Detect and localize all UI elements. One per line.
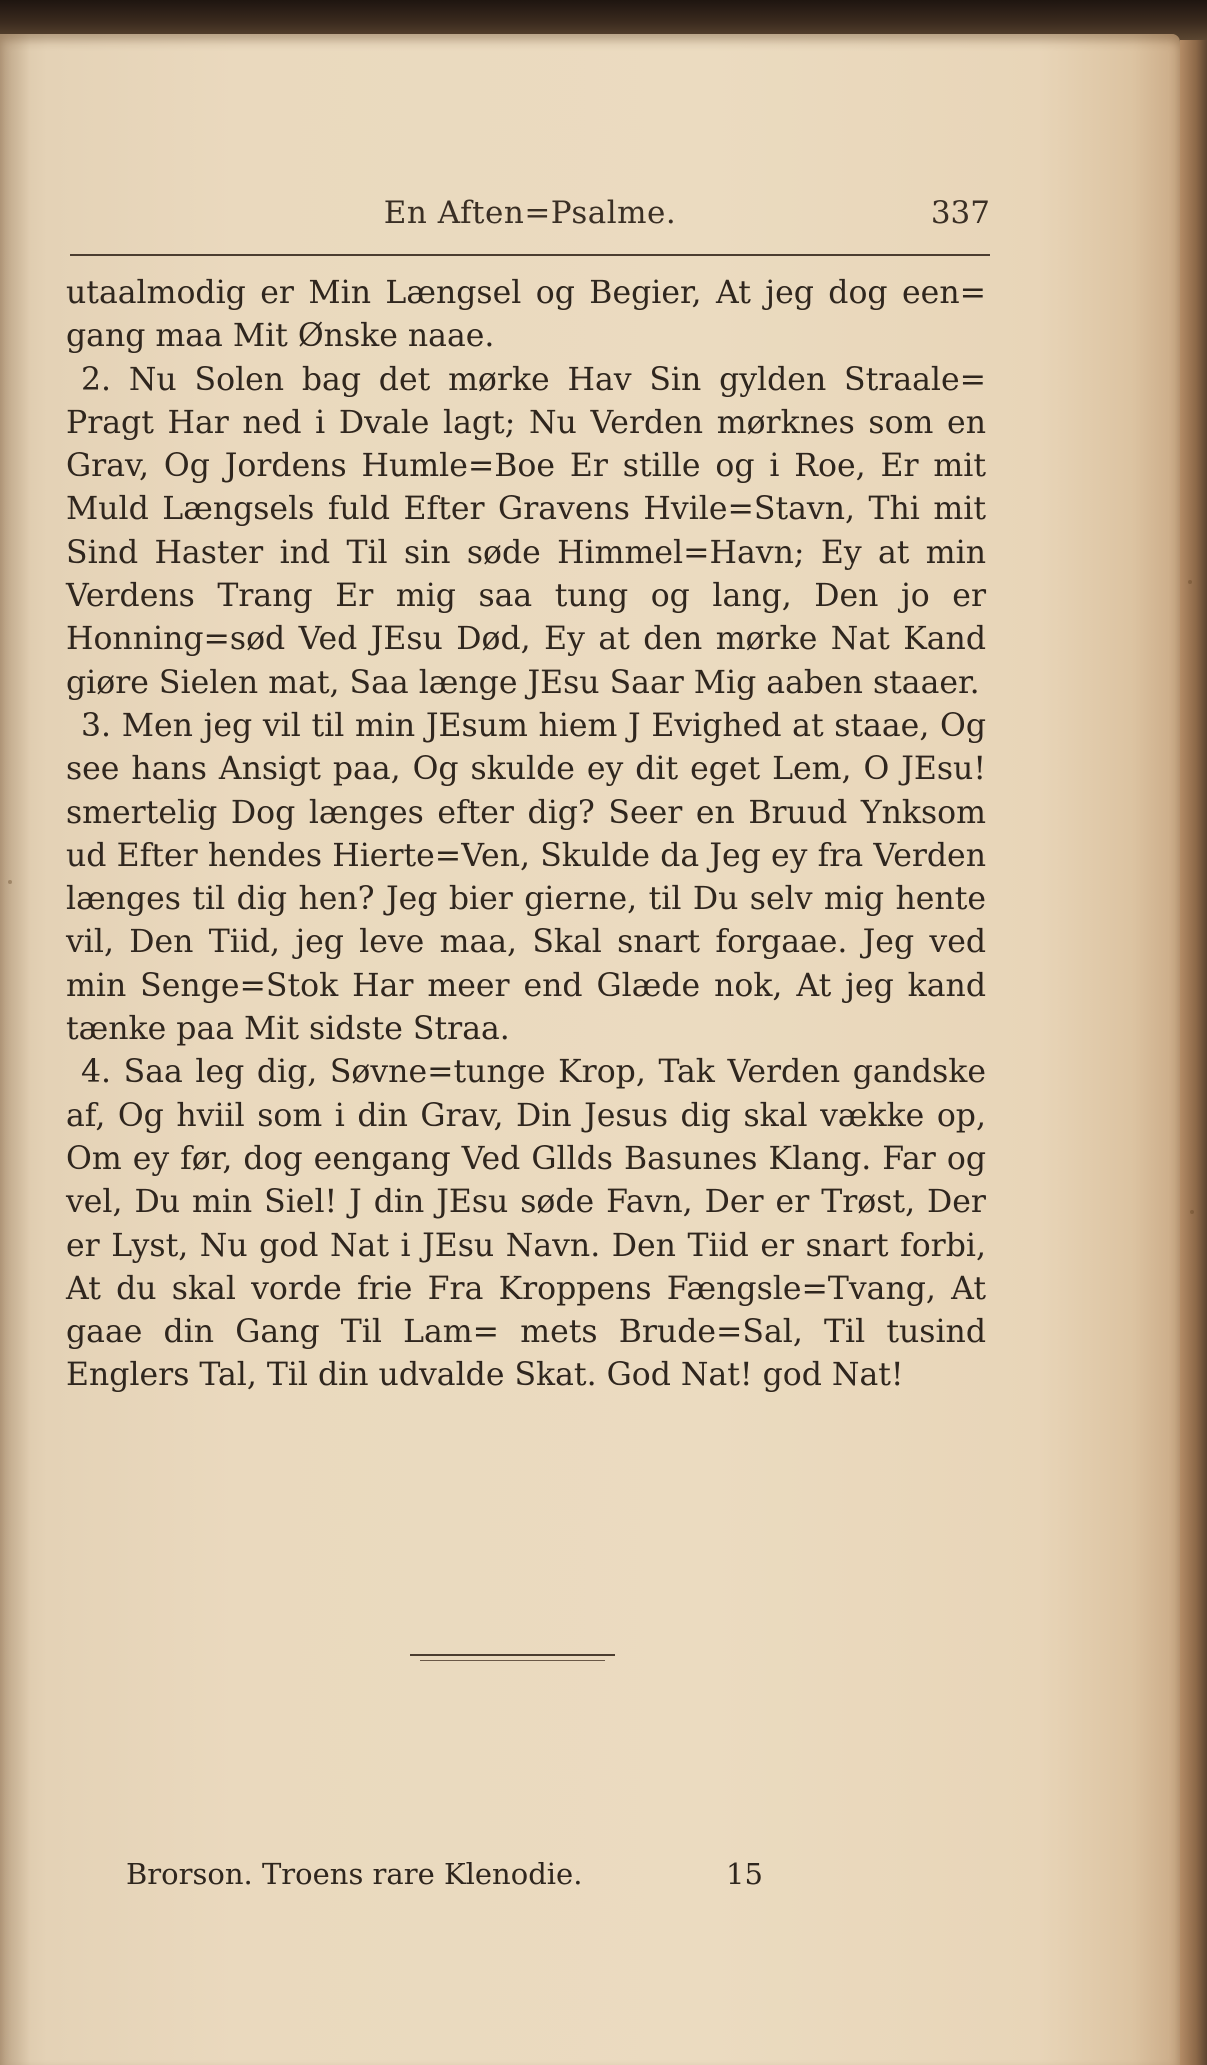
running-title: En Aften=Psalme. (383, 195, 677, 231)
signature-number: 15 (726, 1857, 763, 1891)
verse-3: 3. Men jeg vil til min JEsum hiem J Evighed at staae, Og see hans Ansigt paa, Og skulde ey dit eget Lem, O JEsu! smertelig Dog længes efter dig? Seer en Bruud Ynksom ud Efter hendes Hierte=Ven, Skulde da Jeg ey fra Verden længes til dig hen? Jeg bier gierne, til Du selv mig hente vil, Den Tiid, jeg leve maa, Skal snart forgaae. Jeg ved min Senge=Stok Har meer end Glæde nok, At jeg kand tænke paa Mit sidste Straa. (66, 707, 986, 1048)
ornament-line-top (410, 1654, 615, 1656)
signature-line (126, 1857, 826, 1901)
verse-2: 2. Nu Solen bag det mørke Hav Sin gylden Straale= Pragt Har ned i Dvale lagt; Nu Verden mørknes som en Grav, Og Jordens Humle=Boe Er stille og i Roe, Er mit Muld Længsels fuld Efter Gravens Hvile=Stavn, Thi mit Sind Haster ind Til sin søde Himmel=Havn; Ey at min Verdens Trang Er mig saa tung og lang, Den jo er Honning=sød Ved JEsu Død, Ey at den mørke Nat Kand giøre Sielen mat, Saa længe JEsu Saar Mig aaben staaer. (66, 361, 986, 701)
paper-speck (1188, 580, 1192, 584)
header-rule (70, 254, 990, 256)
page-number: 337 (930, 195, 990, 231)
signature-text: Brorson. Troens rare Klenodie. (126, 1857, 583, 1891)
gutter-shadow (0, 34, 30, 2065)
paper-speck (8, 880, 12, 884)
page-header (70, 195, 990, 243)
paper-speck (1190, 1210, 1194, 1214)
end-ornament-rule (410, 1654, 615, 1663)
ornament-line-bottom (420, 1660, 605, 1661)
paragraph-continuation: utaalmodig er Min Længsel og Begier, At jeg dog een= gang maa Mit Ønske naae. (66, 275, 986, 355)
verse-4: 4. Saa leg dig, Søvne=tunge Krop, Tak Verden gandske af, Og hviil som i din Grav, Din Jesus dig skal vække op, Om ey før, dog eengang Ved Gllds Basunes Klang. Far og vel, Du min Siel! J din JEsu søde Favn, Der er Trøst, Der er Lyst, Nu god Nat i JEsu Navn. Den Tiid er snart forbi, At du skal vorde frie Fra Kroppens Fængsle=Tvang, At gaae din Gang Til Lam= mets Brude=Sal, Til tusind Englers Tal, Til din udvalde Skat. God Nat! god Nat! (66, 1054, 986, 1394)
book-fore-edge (1180, 40, 1207, 2065)
hymn-text (66, 272, 986, 1398)
